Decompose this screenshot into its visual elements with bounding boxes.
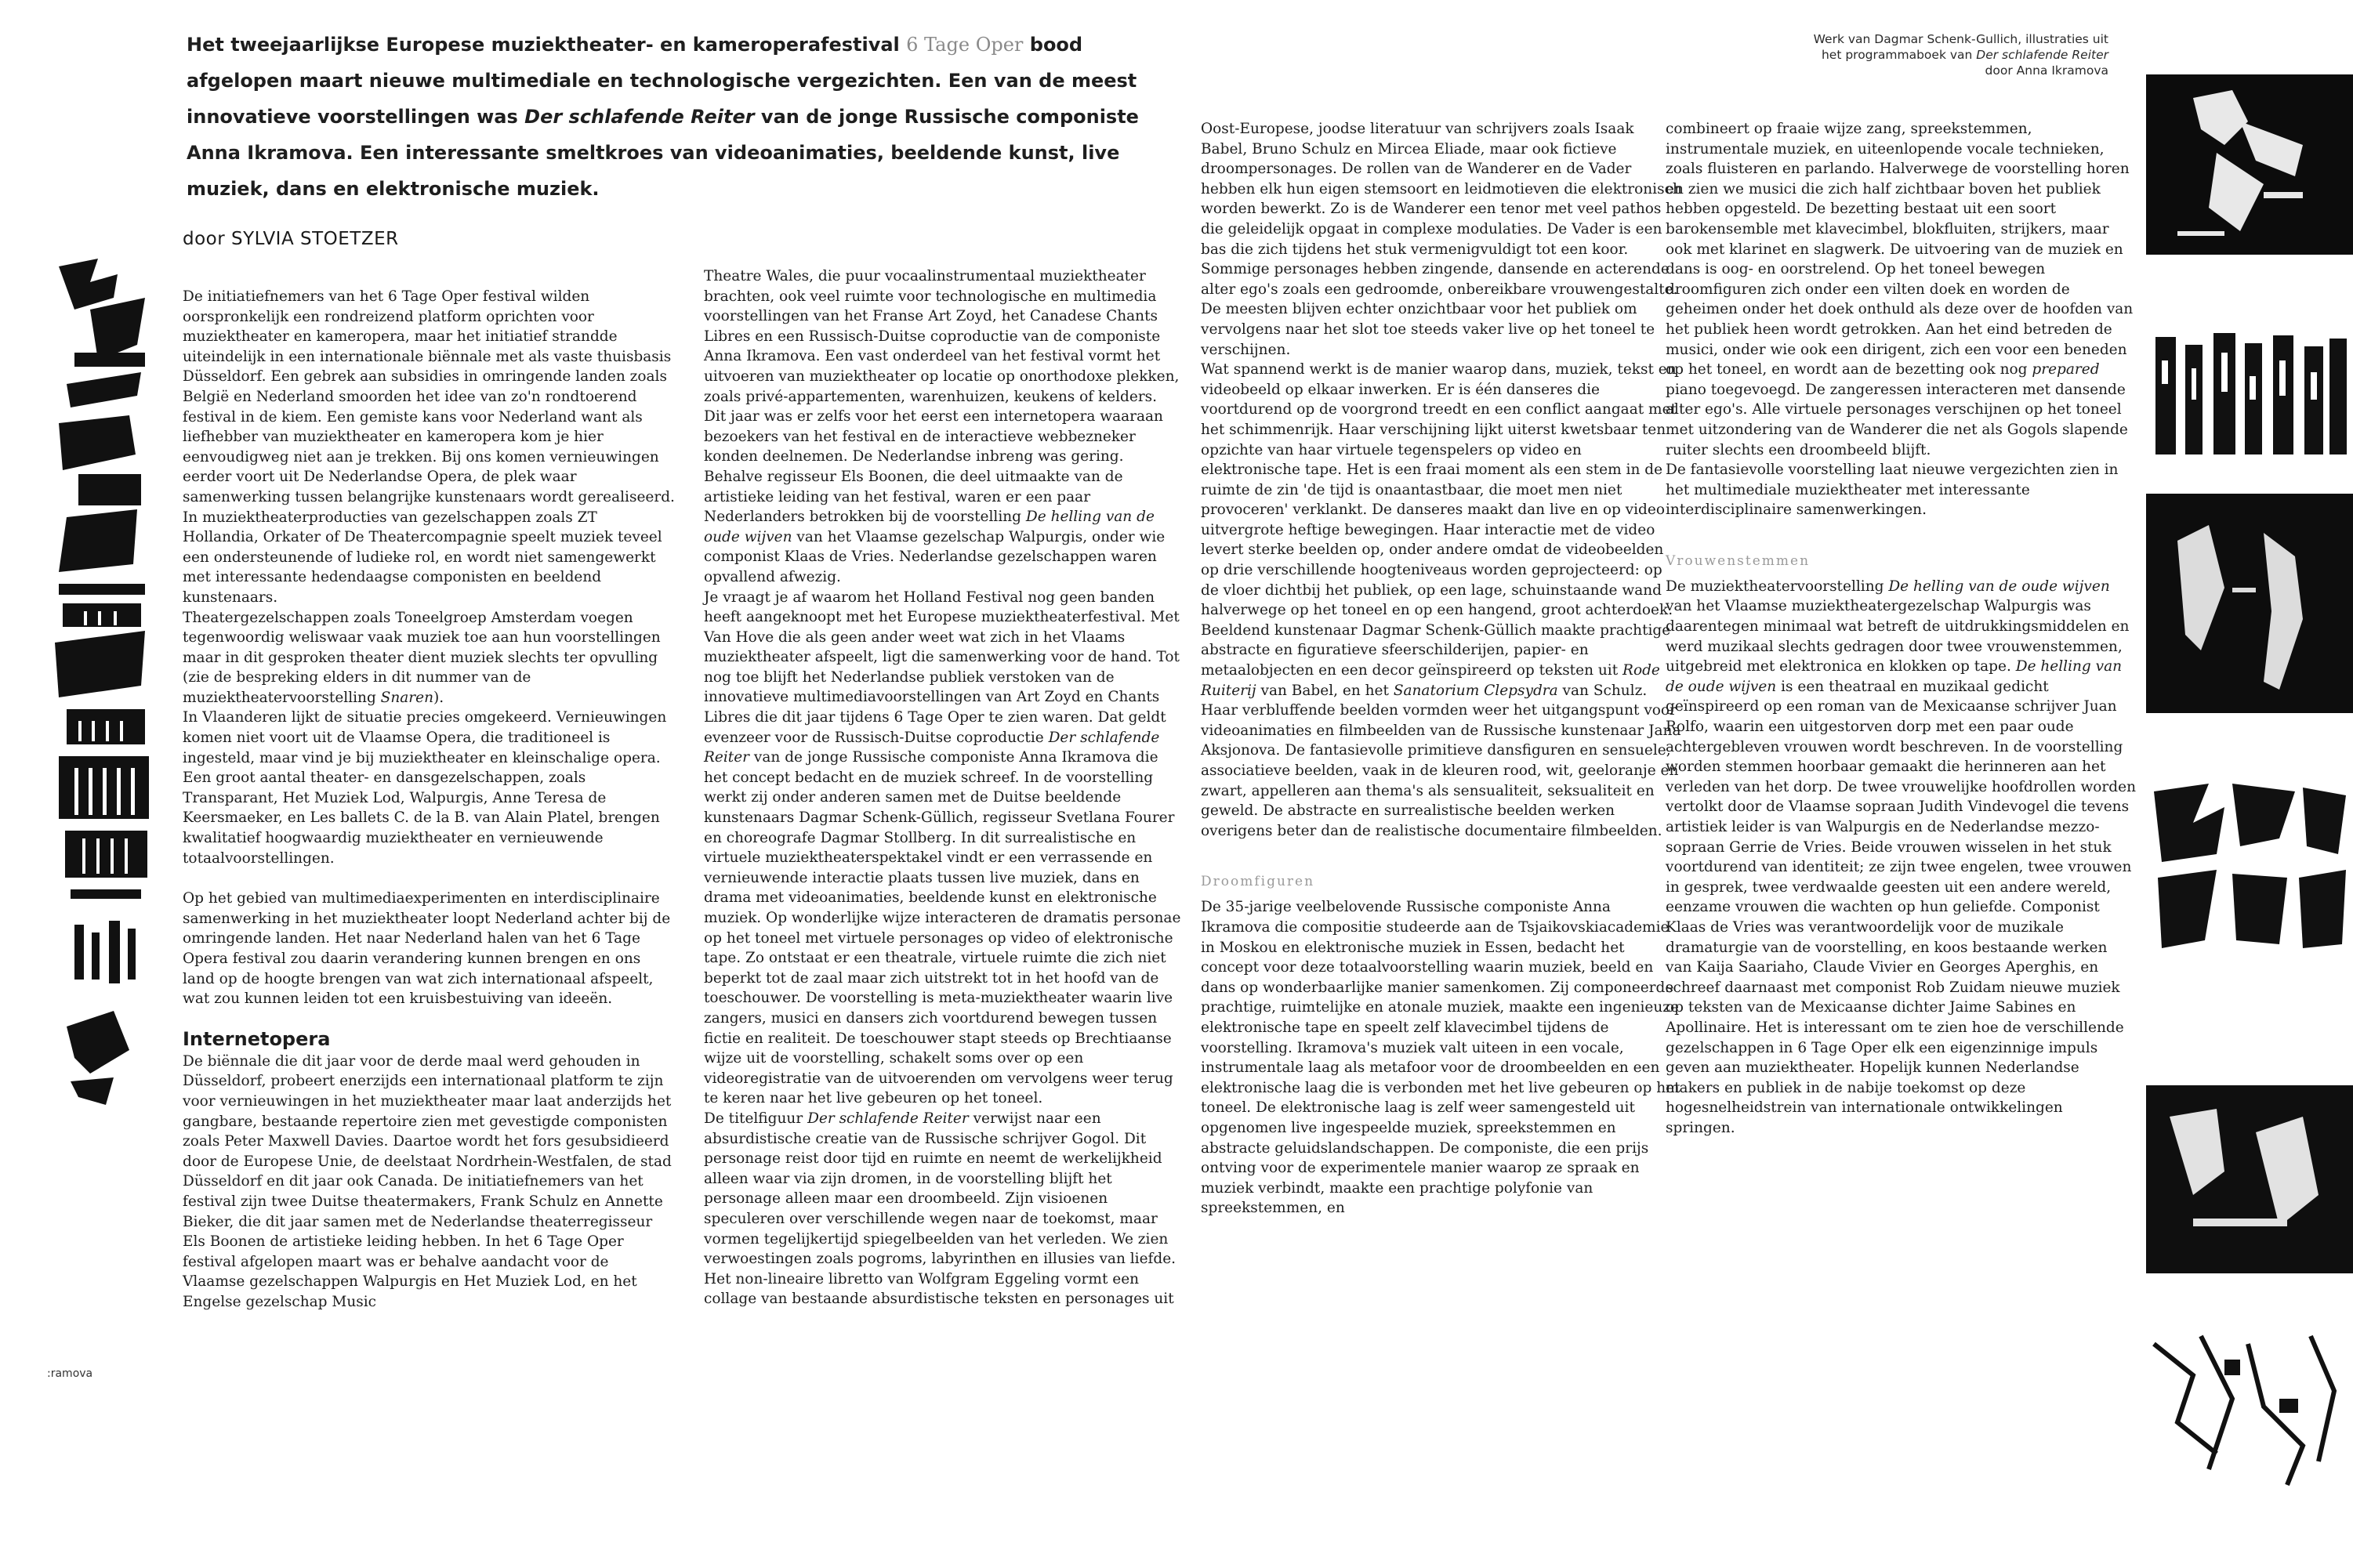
work-title: Der schlafende Reiter — [704, 729, 1160, 766]
emphasis: prepared — [2032, 361, 2100, 378]
work-title: Snaren — [380, 689, 433, 706]
paragraph: Op het gebied van multimediaexperimenten en interdisciplinaire samenwerking in het muziektheater loopt Nederland achter bij de omringende landen. Het naar Nederland halen van het 6 Tage Opera festival zou daarin verandering kunnen brengen en ons land op de hoogte brengen van wat zich internationaal afspeelt, wat zou kunnen leiden tot een kruisbestuiving van ideeën. — [183, 890, 671, 1008]
intro-text-1: Het tweejaarlijkse Europese muziektheater- en kameroperafestival — [187, 34, 907, 56]
paragraph-text: is een theatraal en muzikaal gedicht geïnspireerd op een roman van de Mexicaanse schrijver Juan Rolfo, waarin een uitgestorven dorp met een paar oude achtergebleven vrouwen wordt beschreven. In de voorstelling worden stemmen hoorbaar gemaakt die herinneren aan het verleden van het dorp. De twee vrouwelijke hoofdrollen worden vertolkt door de Vlaamse sopraan Judith Vindevogel die tevens artistiek leider is van Walpurgis en de Nederlandse mezzo-sopraan Gerrie de Vries. Beide vrouwen wisselen in het stuk voortdurend van identiteit; ze zijn twee engelen, twee vrouwen in gesprek, twee verdwaalde geesten uit een andere wereld, eenzame vrouwen die wachten op hun geliefde. Componist Klaas de Vries was verantwoordelijk voor de muzikale dramaturgie van de voorstelling, en koos bestaande werken van Kaija Saariaho, Claude Vivier en Georges Aperghis, en schreef daarnaast met componist Rob Zuidam nieuwe muziek op teksten van de Mexicaanse dichter Jaime Sabines en Apollinaire. Het is interessant om te zien hoe de verschillende gezelschappen in 6 Tage Oper elk een eigenzinnige impuls geven aan muziektheater. Hopelijk kunnen Nederlandse makers en publiek in de nabije toekomst op deze hogesnelheidstrein van internationale ontwikkelingen springen. — [1666, 678, 2136, 1136]
illustration-figure-top — [2146, 74, 2353, 255]
left-illustration-strip — [43, 235, 153, 1175]
paragraph-text: van het Vlaamse muziektheatergezelschap Walpurgis was daarentegen minimaal wat betreft de uitdrukkingsmiddelen en werd muzikaal slechts gedragen door twee vrouwenstemmen, uitgebreid met elektronica en klokken op tape. — [1666, 598, 2130, 675]
work-title: Rode Ruiterij — [1201, 662, 1660, 699]
illustration-scribbles — [2146, 776, 2351, 956]
paragraph-text: Theatergezelschappen zoals Toneelgroep Amsterdam voegen tegenwoordig weliswaar vaak muziek toe aan hun voorstellingen maar in dit gesproken theater dient muziek slechts ter opvulling (zie de bespreking elders in dit nummer van de muziektheatervoorstelling — [183, 609, 661, 706]
caption-text-1: Werk van Dagmar Schenk-Gullich, illustraties uit het programmaboek van — [1813, 32, 2108, 62]
article-column-1 — [183, 287, 675, 1313]
paragraph-text: verwijst naar een absurdistische creatie van de Russische schrijver Gogol. Dit personage reist door tijd en ruimte en neemt de werkelijkheid alleen waar via zijn dromen, in de voorstelling blijft het personage alleen maar een droombeeld. Zijn visioenen speculeren over verschillende wegen naar de toekomst, maar vormen tegelijkertijd spiegelbeelden van het verleden. We zien verwoestingen zoals pogroms, labyrinthen en illusies van liefde. Het non-lineaire libretto van Wolfgram Eggeling vormt een collage van bestaande absurdistische teksten en personages uit — [704, 1110, 1176, 1308]
article-column-4 — [1666, 119, 2136, 1139]
paragraph: In Vlaanderen lijkt de situatie precies omgekeerd. Vernieuwingen komen niet voort uit de Vlaamse Opera, die traditioneel is ingesteld, maar vind je bij muziektheater en kleinschalige opera. Een groot aantal theater- en dansgezelschappen, zoals Transparant, Het Muziek Lod, Walpurgis, Anne Teresa de Keersmaeker, en Les ballets C. de la B. van Alain Platel, brengen kwalitatief hoogwaardig muziektheater en vernieuwende totaalvoorstellingen. — [183, 709, 667, 867]
paragraph — [704, 1109, 1184, 1309]
paragraph-text: Theatre Wales, die puur vocaalinstrumentaal muziektheater brachten, ook veel ruimte voor technologische en multimedia voorstellingen van het Franse Art Zoyd, het Canadese Chants Libres en een Russisch-Duitse coproductie van de componiste Anna Ikramova. Een vast onderdeel van het festival vormt het uitvoeren van muziektheater op locatie op onorthodoxe plekken, zoals privé-appartementen, warenhuizen, keukens of kelders. Dit jaar was er zelfs voor het eerst een internetopera waaraan bezoekers van het festival en de interactieve webbezneker konden deelnemen. De Nederlandse inbreng was gering. Behalve regisseur Els Boonen, die deel uitmaakte van de artistieke leiding van het festival, waren er een paar Nederlanders betrokken bij de voorstelling — [704, 268, 1180, 526]
paragraph-text: van de jonge Russische componiste Anna Ikramova die het concept bedacht en de muziek schreef. In de voorstelling werkt zij onder anderen samen met de Duitse beeldende kunstenaars Dagmar Schenk-Güllich, regisseur Svetlana Fourer en choreografe Dagmar Stollberg. In dit surrealistische en virtuele muziektheaterspektakel vindt er een verrassende en vernieuwende interactie plaats tussen live muziek, dans en drama met videoanimaties, beeldende kunst en elektronische muziek. Op wonderlijke wijze interacteren de dramatis personae op het toneel met virtuele personages op video of elektronische tape. Zo ontstaat er een theatrale, virtuele ruimte die zich niet beperkt tot de zaal maar zich uitstrekt tot in het hoofd van de toeschouwer. De voorstelling is meta-muziektheater waarin live zangers, musici en dansers zich voortdurend bewegen tussen fictie en realiteit. De toeschouwer stapt steeds op Brechtiaanse wijze uit de voorstelling, schakelt soms over op een videoregistratie van de uitvoerenden om vervolgens weer terug te keren naar het live gebeuren op het toneel. — [704, 749, 1181, 1107]
paragraph: De initiatiefnemers van het 6 Tage Oper festival wilden oorspronkelijk een rondreizend platform oprichten voor muziektheater en kameropera, maar het initiatief strandde uiteindelijk in een internationale biënnale met als vaste thuisbasis Düsseldorf. Een gebrek aan subsidies in omringende landen zoals België en Nederland smoorden het idee van zo'n rondtoerend festival in de kiem. Een gemiste kans voor Nederland want als liefhebber van muziektheater en kameropera kom je hier eenvoudigweg niet aan je trekken. Bij ons komen vernieuwingen eerder voort uit De Nederlandse Opera, de plek waar samenwerking tussen belangrijke kunstenaars wordt gerealiseerd. In muziektheaterproducties van gezelschappen zoals ZT Hollandia, Orkater of De Theatercompagnie speelt muziek teveel een ondersteunende of ludieke rol, en wordt niet samengewerkt met interessante hedendaagse componisten en beeldend kunstenaars. — [183, 288, 675, 606]
image-caption — [1795, 31, 2108, 78]
paragraph: De biënnale die dit jaar voor de derde maal werd gehouden in Düsseldorf, probeert enerzijds een internationaal platform te zijn voor vernieuwingen in het muziektheater maar laat anderzijds het gangbare, bestaande repertoire zien met gevestigde componisten zoals Peter Maxwell Davies. Daartoe wordt het fors gesubsidieerd door de Europese Unie, de deelstaat Nordrhein-Westfalen, de stad Düsseldorf en dit jaar ook Canada. De initiatiefnemers van het festival zijn twee Duitse theatermakers, Frank Schulz en Annette Bieker, die dit jaar samen met de Nederlandse theaterregisseur Els Boonen de artistieke leiding hebben. In het 6 Tage Oper festival afgelopen maart was er behalve aandacht voor de Vlaamse gezelschappen Walpurgis en Het Muziek Lod, en het Engelse gezelschap Music — [183, 1052, 672, 1310]
paragraph-text: Wat spannend werkt is de manier waarop dans, muziek, tekst en videobeeld op elkaar inwerken. Er is één danseres die voortdurend op de voorgrond treedt en een conflict aangaat met het schimmenrijk. Haar verschijning lijkt uiterst kwetsbaar ten opzichte van haar virtuele tegenspelers op video en elektronische tape. Het is een fraai moment als een stem in de ruimte de zin 'de tijd is onaantastbaar, die moet men niet provoceren' verklankt. De danseres maakt dan live en op video uitvergrote heftige bewegingen. Haar interactie met de video levert sterke beelden op, onder andere omdat de videobeelden op drie verschillende hoogteniveaus worden geprojecteerd: op de vloer dichtbij het publiek, op een lage, schuinstaande wand halverwege op het toneel en op een hangend, groot achterdoek. Beeldend kunstenaar Dagmar Schenk-Güllich maakte prachtige abstracte en figuratieve sfeerschilderijen, papier- en metaalobjecten en een decor geïnspireerd op teksten uit — [1201, 361, 1677, 679]
paragraph — [1666, 119, 2136, 460]
caption-text-2: door Anna Ikramova — [1985, 63, 2108, 78]
illustration-figures-row — [2148, 329, 2353, 462]
paragraph: De 35-jarige veelbelovende Russische componiste Anna Ikramova die compositie studeerde aan de Tsjaikovskiacademie in Moskou en elektronische muziek in Essen, bedacht het concept voor deze totaalvoorstelling waarin muziek, beeld en dans op wonderbaarlijke manier samenkomen. Zij componeerde prachtige, ruimtelijke en atonale muziek, maakte een ingenieuze elektronische tape en speelt zelf klavecimbel tijdens de voorstelling. Ikramova's muziek valt uiteen in een vocale, instrumentale laag als metafoor voor de droombeelden en een elektronische laag die is verbonden met het live gebeuren op het toneel. De elektronische laag is zelf weer samengesteld uit opgenomen live ingespeelde muziek, spreekstemmen en abstracte geluidslandschappen. De componiste, die een prijs ontving voor de experimentele manier waarop ze spraak en muziek verbindt, maakte een prachtige polyfonie van spreekstemmen, en — [1201, 899, 1680, 1217]
paragraph-text: combineert op fraaie wijze zang, spreekstemmen, instrumentale muziek, en uiteenlopende vocale technieken, zoals fluisteren en parlando. Halverwege de voorstelling horen en zien we musici die zich half zichtbaar boven het publiek hebben opgesteld. De bezetting bestaat uit een soort barokensemble met klavecimbel, blokfluiten, strijkers, maar ook met klarinet en slagwerk. De uitvoering van de muziek en dans is oog- en oorstrelend. Op het toneel bewegen droomfiguren zich onder een vilten doek en worden de geheimen onder het doek onthuld als deze over de hoofden van het publiek heen wordt getrokken. Aan het eind betreden de musici, onder wie ook een dirigent, zich een voor een beneden op het toneel, en wordt aan de bezetting ook nog — [1666, 121, 2134, 378]
illustration-dancer — [2146, 494, 2353, 713]
section-heading: Vrouwenstemmen — [1666, 552, 1811, 569]
paragraph-text: De titelfiguur — [704, 1110, 808, 1127]
article-column-2 — [704, 266, 1184, 1309]
illustration-musicians — [2146, 1085, 2353, 1273]
paragraph: De fantasievolle voorstelling laat nieuwe vergezichten zien in het multimediale muziektheater met interessante interdisciplinaire samenwerkingen. — [1666, 462, 2119, 519]
paragraph-text: piano toegevoegd. De zangeressen interacteren met dansende alter ego's. Alle virtuele personages verschijnen op het toneel met uitzondering van de Wanderer die net als Gogols slapende ruiter slechts een droombeeld blijft. — [1666, 381, 2128, 458]
paragraph-text: De muziektheatervoorstelling — [1666, 578, 1889, 595]
paragraph — [1666, 577, 2136, 1139]
paragraph-text: van Babel, en het — [1256, 682, 1394, 699]
intro-text-2: bood afgelopen maart nieuwe multimediale en technologische vergezichten. Een van de meest innovatieve voorstellingen was — [187, 34, 1137, 128]
paragraph-text: Je vraagt je af waarom het Holland Festival nog geen banden heeft aangeknoopt met het Europese muziektheaterfestival. Met Van Hove die als geen ander weet wat zich in het Vlaams muziektheater afspeelt, ligt die samenwerking voor de hand. Tot nog toe blijft het Nederlandse publiek verstoken van de innovatieve multimediavoorstellingen van Art Zoyd en Chants Libres die dit jaar tijdens 6 Tage Oper te zien waren. Dat geldt evenzeer voor de Russisch-Duitse coproductie — [704, 588, 1180, 746]
byline: door SYLVIA STOETZER — [183, 229, 399, 249]
work-title: De helling van de oude wijven — [704, 509, 1155, 545]
paragraph — [1201, 360, 1682, 841]
paragraph — [183, 608, 675, 708]
work-title: Sanatorium Clepsydra — [1393, 682, 1558, 699]
article-column-3 — [1201, 119, 1682, 1219]
paragraph: Oost-Europese, joodse literatuur van schrijvers zoals Isaak Babel, Bruno Schulz en Mircea Eliade, maar ook fictieve droompersonages. De rollen van de Wanderer en de Vader hebben elk hun eigen stemsoort en leidmotieven die elektronisch worden bewerkt. Zo is de Wanderer een tenor met veel pathos die geleidelijk opgaat in complexe modulaties. De Vader is een bas die zich tijdens het stuk vermenigvuldigt tot een koor. Sommige personages hebben zingende, dansende en acterende alter ego's zoals een gedroomde, onbereikbare vrouwengestalte. De meesten blijven echter onzichtbaar voor het publiek om vervolgens naar het slot toe steeds vaker live op het toneel te verschijnen. — [1201, 121, 1682, 358]
work-title: De helling van de oude wijven — [1666, 658, 2123, 695]
paragraph-text: ). — [433, 689, 444, 706]
caption-title: Der schlafende Reiter — [1976, 48, 2108, 62]
paragraph-text: van Schulz. Haar verbluffende beelden vormden weer het uitgangspunt voor videoanimaties en filmbeelden van de Russische kunstenaar Jana Aksjonova. De fantasievolle primitieve dansfiguren en sensuele, associatieve beelden, vaak in de kleuren rood, wit, geeloranje en zwart, appelleren aan thema's als sensualiteit, seksualiteit en geweld. De abstracte en surrealistische beelden werken overigens beter dan de realistische documentaire filmbeelden. — [1201, 682, 1681, 839]
paragraph — [704, 266, 1184, 588]
work-title: De helling van de oude wijven — [1888, 578, 2110, 595]
page-footer-label: :ramova — [47, 1367, 93, 1380]
festival-name: 6 Tage Oper — [906, 34, 1024, 56]
work-title: Der schlafende Reiter — [807, 1110, 969, 1127]
intro-text-3: van de jonge Russische componiste Anna Ikramova. Een interessante smeltkroes van videoanimaties, beeldende kunst, live muziek, dans en elektronische muziek. — [187, 106, 1139, 200]
section-heading: Internetopera — [183, 1027, 331, 1050]
intro-paragraph — [187, 27, 1174, 207]
work-title: Der schlafende Reiter — [524, 106, 755, 128]
paragraph — [704, 588, 1184, 1109]
paragraph-text: van het Vlaamse gezelschap Walpurgis, onder wie componist Klaas de Vries. Nederlandse gezelschappen waren opvallend afwezig. — [704, 528, 1166, 585]
section-heading: Droomfiguren — [1201, 874, 1315, 890]
illustration-bottom-sketch — [2146, 1328, 2351, 1493]
